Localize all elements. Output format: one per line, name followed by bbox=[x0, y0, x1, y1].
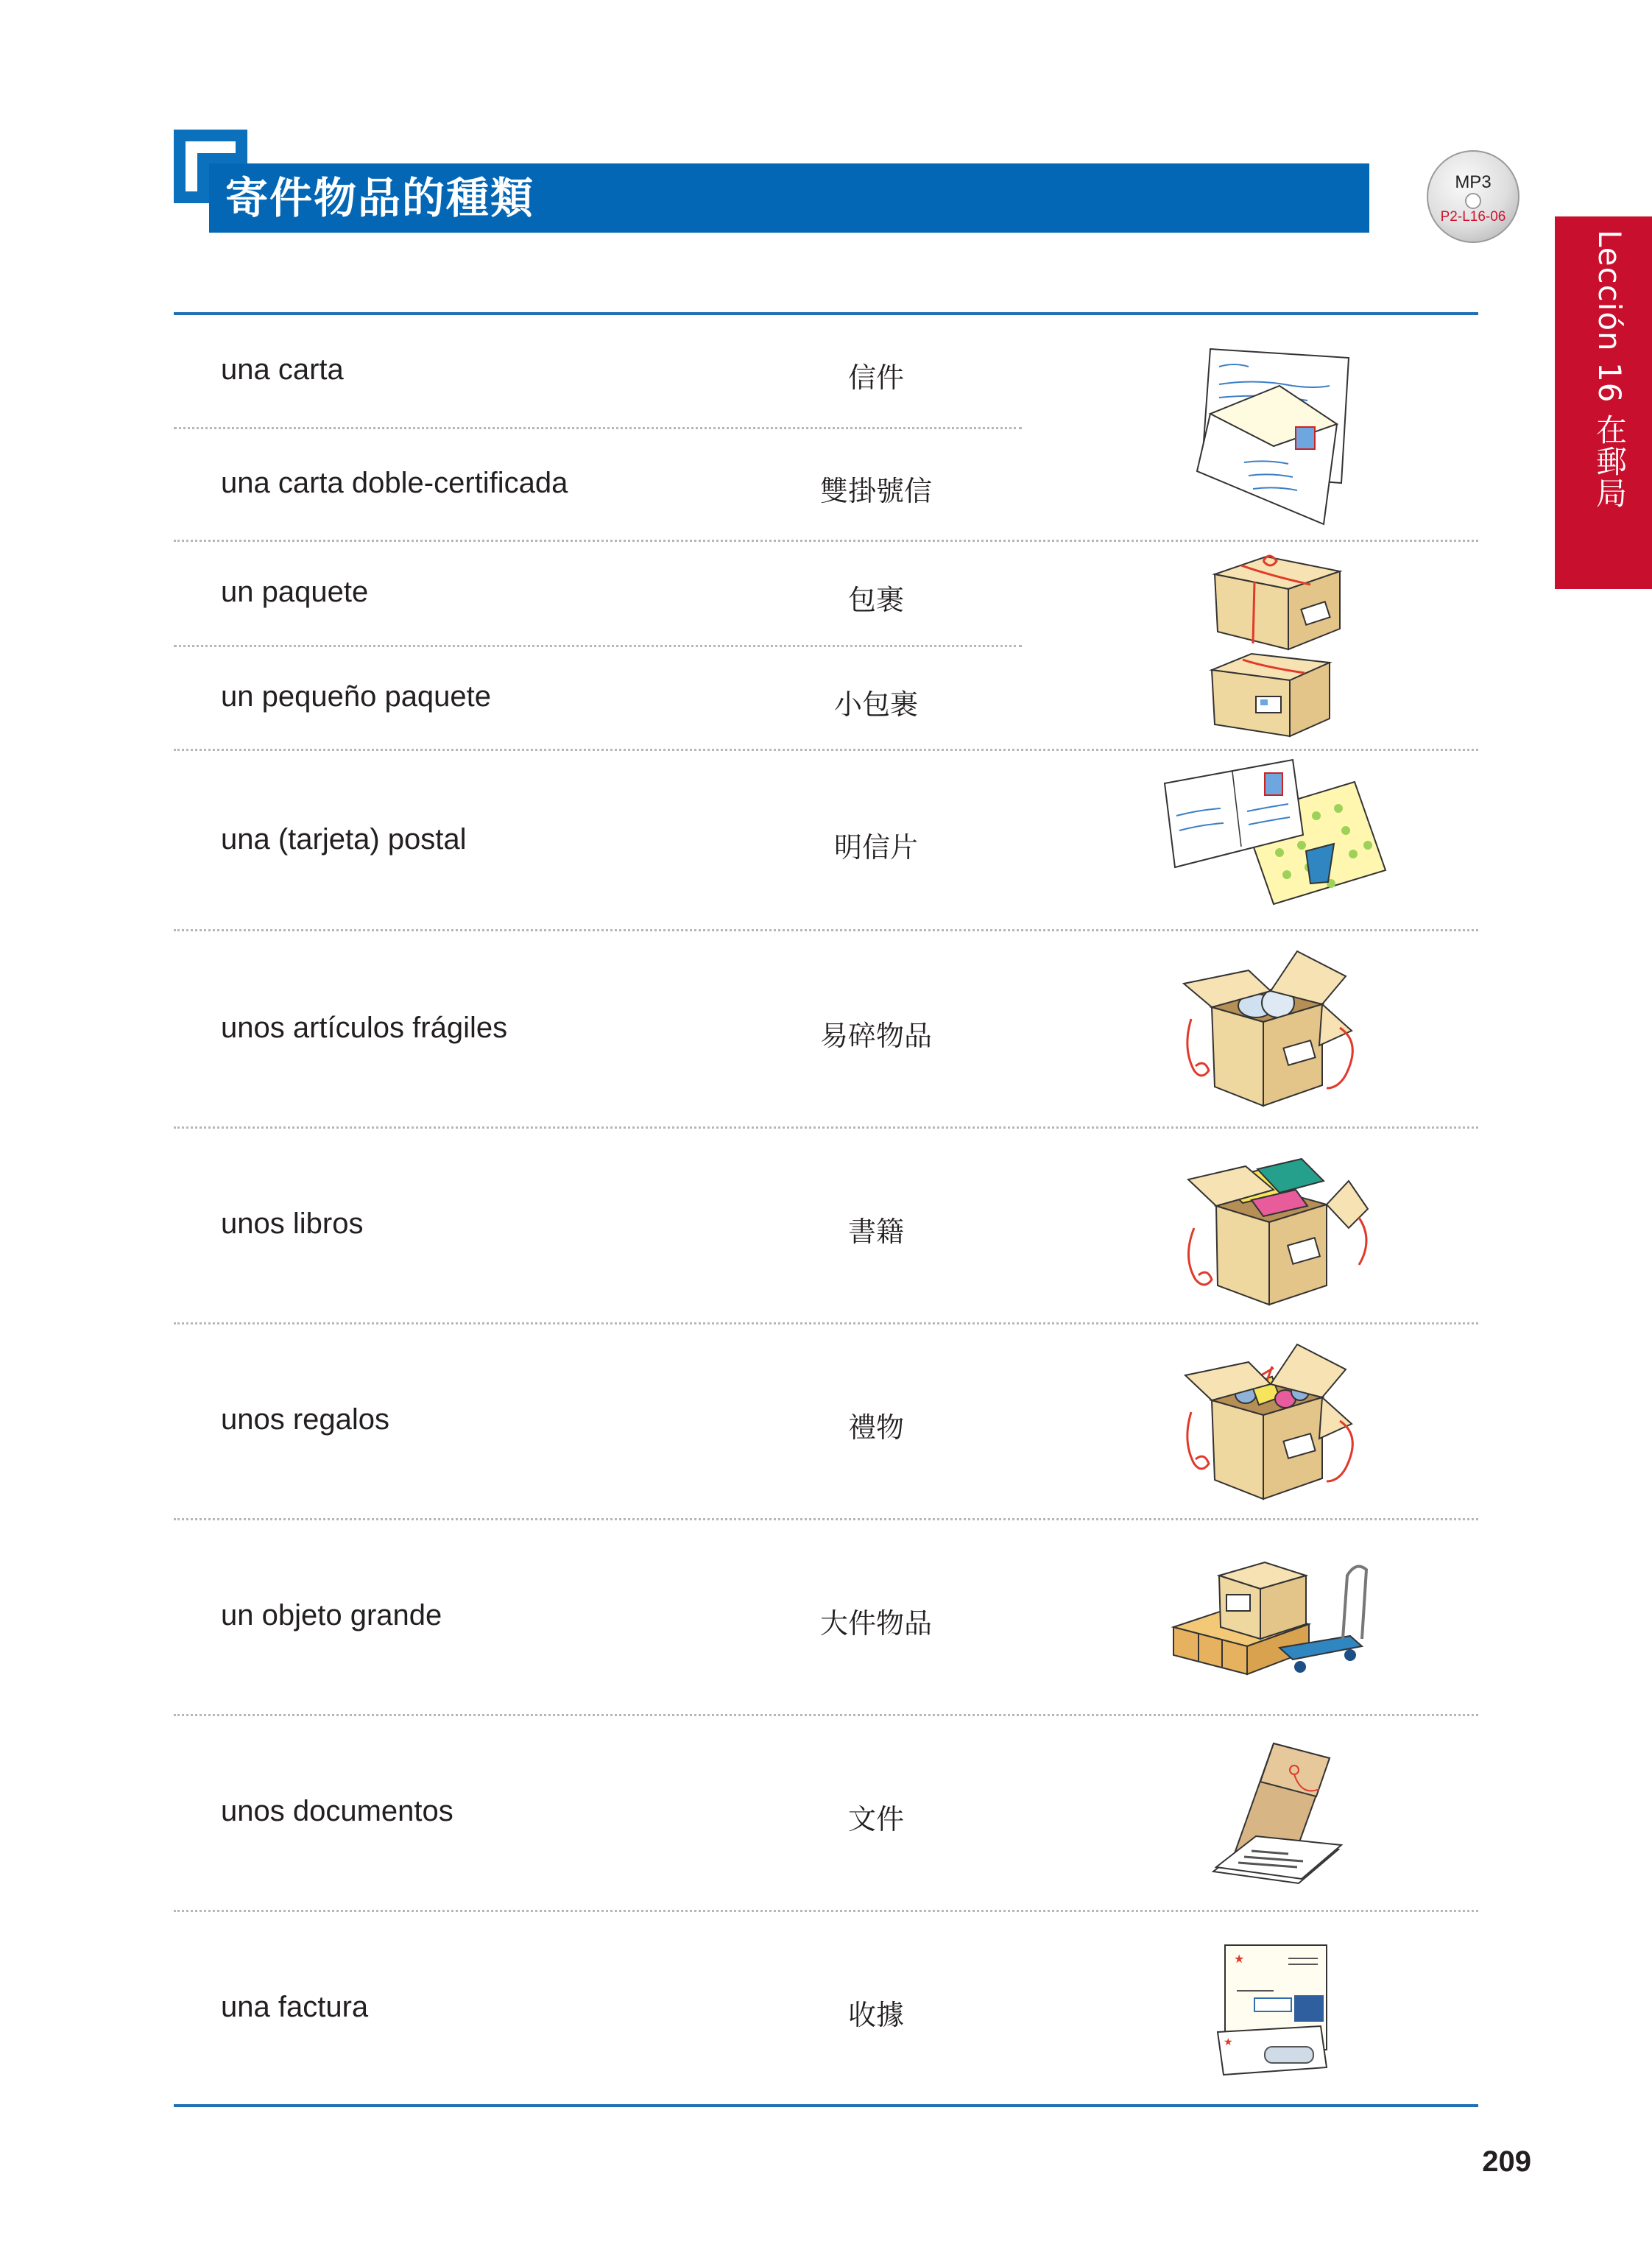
section-title: 寄件物品的種類 bbox=[209, 163, 1369, 233]
vocab-chinese-0: 信件 bbox=[847, 361, 904, 394]
package-icon bbox=[1200, 552, 1355, 744]
mp3-label: MP3 bbox=[1455, 172, 1492, 192]
vocab-spanish-1: una carta doble-certificada bbox=[221, 467, 568, 499]
vocab-spanish-3: un pequeño paquete bbox=[221, 680, 492, 713]
vocab-chinese-9: 文件 bbox=[847, 1803, 904, 1835]
page-number: 209 bbox=[1482, 2145, 1531, 2178]
table-bottom-rule bbox=[174, 2104, 1478, 2107]
row-divider bbox=[174, 1322, 1478, 1324]
vocab-chinese-1: 雙掛號信 bbox=[819, 475, 932, 507]
vocab-spanish-8: un objeto grande bbox=[221, 1599, 442, 1632]
vocab-chinese-2: 包裹 bbox=[847, 584, 904, 616]
vocab-spanish-0: una carta bbox=[221, 353, 344, 386]
row-divider bbox=[174, 540, 1478, 542]
row-divider bbox=[174, 1910, 1478, 1912]
row-divider bbox=[174, 427, 1022, 429]
row-divider bbox=[174, 929, 1478, 931]
svg-text:★: ★ bbox=[1224, 2036, 1233, 2048]
row-divider bbox=[174, 1518, 1478, 1520]
vocab-spanish-5: unos artículos frágiles bbox=[221, 1012, 508, 1044]
postcard-icon bbox=[1162, 757, 1397, 926]
row-divider bbox=[174, 1714, 1478, 1716]
gifts-box-icon bbox=[1175, 1341, 1369, 1503]
lesson-side-tab-label: Lección 16 在郵局 bbox=[1592, 230, 1628, 509]
large-object-icon bbox=[1169, 1559, 1375, 1685]
fragile-box-icon bbox=[1175, 948, 1369, 1110]
documents-icon bbox=[1207, 1739, 1347, 1886]
vocab-chinese-4: 明信片 bbox=[833, 831, 918, 864]
row-divider bbox=[174, 645, 1022, 647]
vocab-chinese-6: 書籍 bbox=[847, 1216, 904, 1248]
invoice-icon bbox=[1207, 1938, 1347, 2078]
letter-icon bbox=[1193, 339, 1355, 530]
vocab-spanish-2: un paquete bbox=[221, 576, 369, 608]
vocab-spanish-10: una factura bbox=[221, 1991, 369, 2023]
vocab-chinese-8: 大件物品 bbox=[819, 1607, 932, 1640]
disc-icon bbox=[1465, 193, 1481, 209]
books-box-icon bbox=[1175, 1147, 1374, 1309]
vocab-spanish-6: unos libros bbox=[221, 1207, 364, 1240]
svg-text:★: ★ bbox=[1234, 1952, 1245, 1966]
vocab-chinese-10: 收據 bbox=[847, 1999, 904, 2031]
row-divider bbox=[174, 1126, 1478, 1129]
vocab-spanish-9: unos documentos bbox=[221, 1795, 453, 1827]
audio-track-code: P2-L16-06 bbox=[1440, 209, 1506, 225]
table-top-rule bbox=[174, 312, 1478, 315]
vocab-chinese-5: 易碎物品 bbox=[819, 1020, 932, 1052]
vocab-chinese-7: 禮物 bbox=[847, 1411, 904, 1444]
row-divider bbox=[174, 749, 1478, 751]
vocab-chinese-3: 小包裹 bbox=[833, 688, 918, 721]
vocab-spanish-4: una (tarjeta) postal bbox=[221, 823, 467, 856]
vocab-spanish-7: unos regalos bbox=[221, 1403, 390, 1436]
